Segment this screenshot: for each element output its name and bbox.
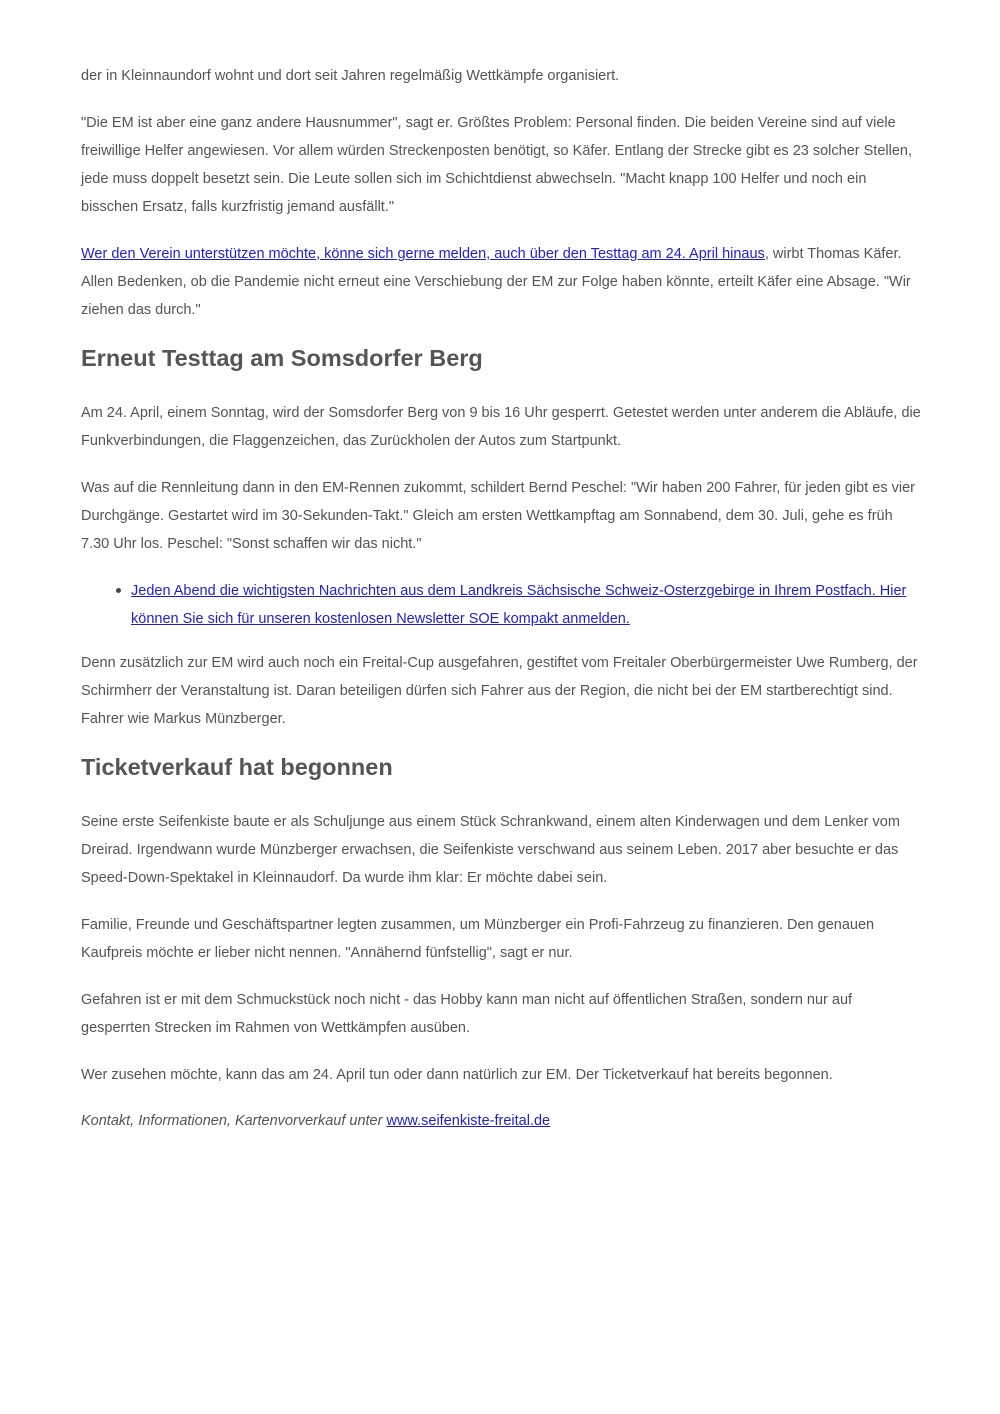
bullet-icon	[116, 588, 121, 593]
support-link[interactable]: Wer den Verein unterstützen möchte, könne sich gerne melden, auch über den Testtag am 24. April hinaus	[81, 246, 765, 263]
paragraph-first-seifenkiste: Seine erste Seifenkiste baute er als Schuljunge aus einem Stück Schrankwand, einem alten Kinderwagen und dem Lenker vom Dreirad. Irgendwann wurde Münzberger erwachsen, die Seifenkiste verschwand aus seinem Leben. 2017 aber besuchte er das Speed-Down-Spektakel in Kleinnaudorf. Da wurde ihm klar: Er möchte dabei sein.	[81, 813, 900, 887]
paragraph-support	[81, 240, 921, 325]
paragraph-testtag: Am 24. April, einem Sonntag, wird der Somsdorfer Berg von 9 bis 16 Uhr gesperrt. Getestet werden unter anderem die Abläufe, die Funkverbindungen, die Flaggenzeichen, das Zurückholen der Autos zum Startpunkt.	[81, 405, 921, 450]
website-link[interactable]: www.seifenkiste-freital.de	[386, 1113, 551, 1130]
paragraph-tickets: Wer zusehen möchte, kann das am 24. April tun oder dann natürlich zur EM. Der Ticketverkauf hat bereits begonnen.	[81, 1066, 833, 1083]
paragraph-helpers: "Die EM ist aber eine ganz andere Hausnummer", sagt er. Größtes Problem: Personal finden. Die beiden Vereine sind auf viele freiwillige Helfer angewiesen. Vor allem würden Streckenposten benötigt, so Käfer. Entlang der Strecke gibt es 23 solcher Stellen, jede muss doppelt besetzt sein. Die Leute sollen sich im Schichtdienst abwechseln. "Macht knapp 100 Helfer und noch ein bisschen Ersatz, falls kurzfristig jemand ausfällt."	[81, 114, 912, 216]
list-item	[131, 577, 921, 633]
paragraph-financing: Familie, Freunde und Geschäftspartner legten zusammen, um Münzberger ein Profi-Fahrzeug zu finanzieren. Den genauen Kaufpreis möchte er lieber nicht nennen. "Annähernd fünfstellig", sagt er nur.	[81, 916, 875, 961]
article-body	[81, 62, 921, 1154]
contact-text: Kontakt, Informationen, Kartenvorverkauf unter	[81, 1113, 387, 1130]
paragraph-intro: der in Kleinnaundorf wohnt und dort seit Jahren regelmäßig Wettkämpfe organisiert.	[81, 68, 620, 84]
heading-ticketverkauf: Ticketverkauf hat begonnen	[81, 753, 393, 780]
contact-line	[81, 1107, 921, 1135]
support-rest-text: , wirbt Thomas Käfer. Allen Bedenken, ob die Pandemie nicht erneut eine Verschiebung der EM zur Folge haben könnte, erteilt Käfer eine Absage. "Wir ziehen das durch."	[81, 246, 911, 319]
newsletter-link[interactable]: Jeden Abend die wichtigsten Nachrichten aus dem Landkreis Sächsische Schweiz-Osterzgebirge in Ihrem Postfach. Hier können Sie sich für unseren kostenlosen Newsletter SOE kompakt anmelden.	[131, 583, 907, 628]
paragraph-hobby: Gefahren ist er mit dem Schmuckstück noch nicht - das Hobby kann man nicht auf öffentlichen Straßen, sondern nur auf gesperrten Strecken im Rahmen von Wettkämpfen ausüben.	[81, 991, 853, 1036]
heading-testtag: Erneut Testtag am Somsdorfer Berg	[81, 345, 483, 372]
paragraph-rennleitung: Was auf die Rennleitung dann in den EM-Rennen zukommt, schildert Bernd Peschel: "Wir haben 200 Fahrer, für jeden gibt es vier Durchgänge. Gestartet wird im 30-Sekunden-Takt." Gleich am ersten Wettkampftag am Sonnabend, dem 30. Juli, gehe es früh 7.30 Uhr los. Peschel: "Sonst schaffen wir das nicht."	[81, 480, 915, 553]
paragraph-freital-cup: Denn zusätzlich zur EM wird auch noch ein Freital-Cup ausgefahren, gestiftet vom Freitaler Oberbürgermeister Uwe Rumberg, der Schirmherr der Veranstaltung ist. Daran beteiligen dürfen sich Fahrer aus der Region, die nicht bei der EM startberechtigt sind. Fahrer wie Markus Münzberger.	[81, 654, 918, 727]
newsletter-list	[81, 577, 921, 633]
